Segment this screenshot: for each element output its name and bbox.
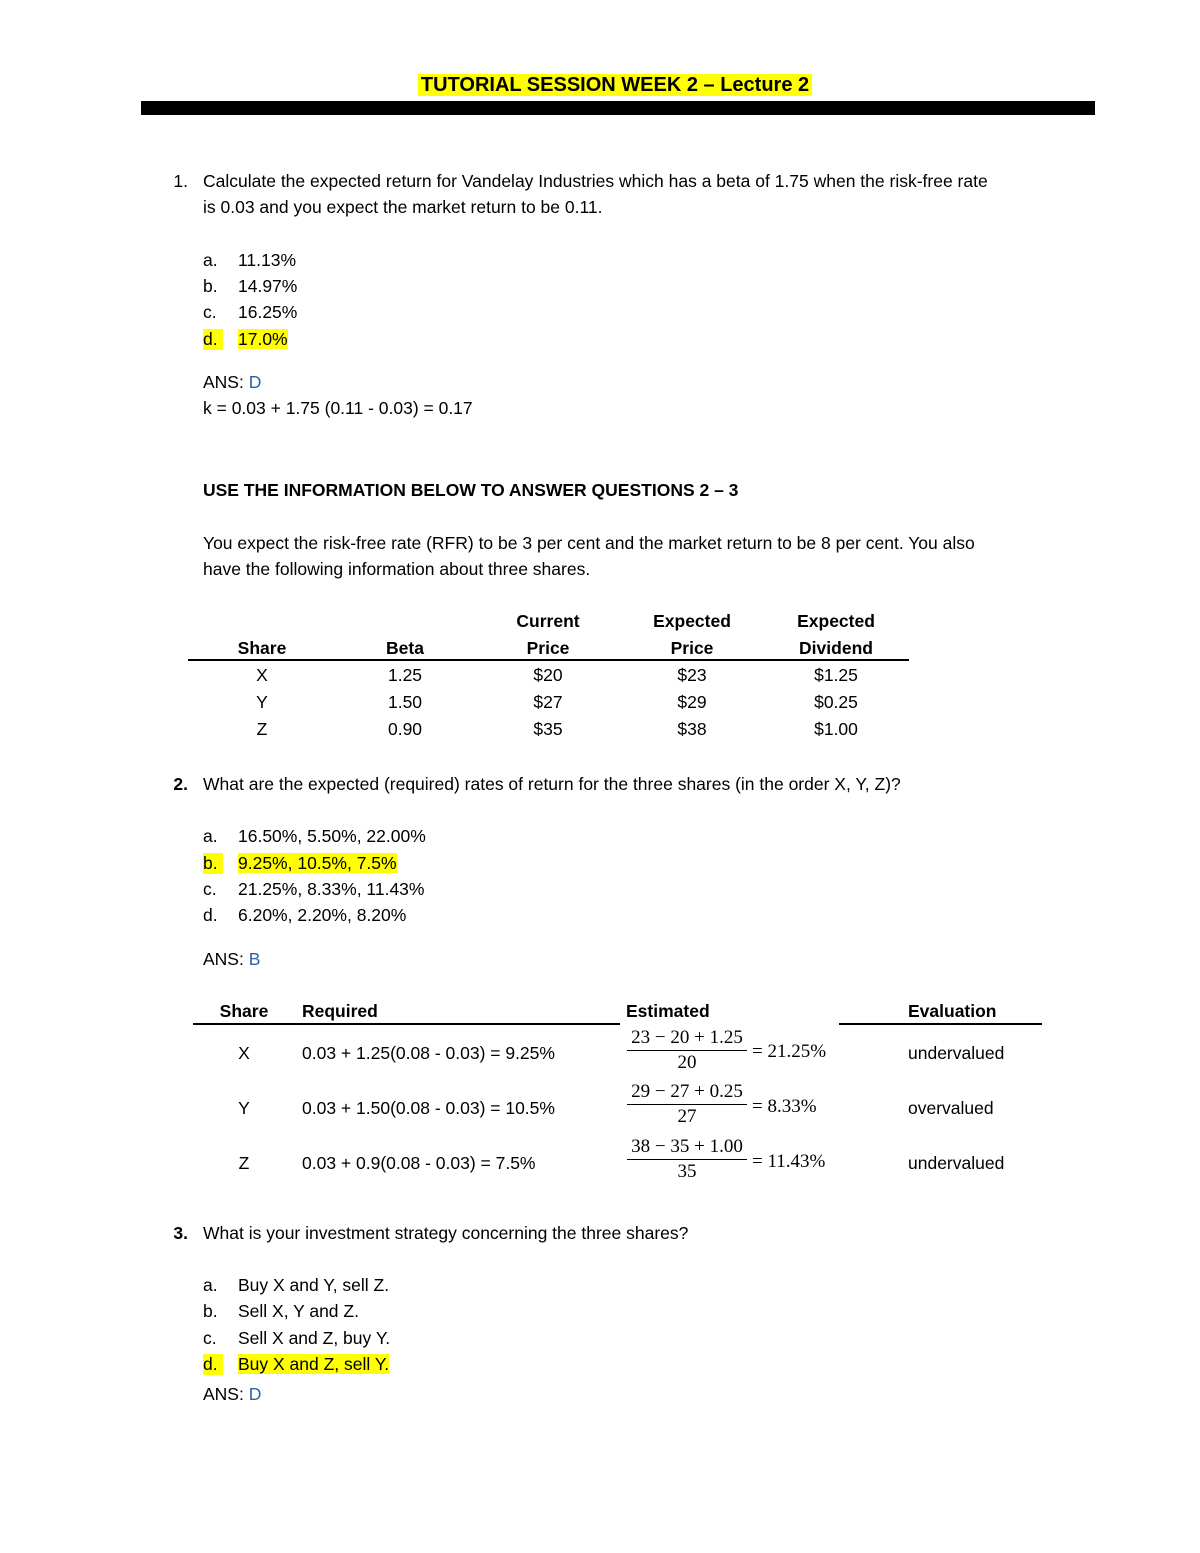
header-current-price: Price <box>526 638 570 658</box>
option-c: c. Sell X and Z, buy Y. <box>203 1328 391 1348</box>
estimated-formula: $\frac{29 - 27 + 0.25}{27}$ <box>627 1081 747 1128</box>
info-text-line: have the following information about three shares. <box>203 559 591 579</box>
question-text: What are the expected (required) rates of return for the three shares (in the order X, Y, Z)? <box>203 774 901 794</box>
header-required: Required <box>302 1001 378 1021</box>
answer-line: ANS: D <box>203 372 262 392</box>
option-b: b. Sell X, Y and Z. <box>203 1301 359 1321</box>
header-evaluation: Evaluation <box>908 1001 997 1021</box>
option-d-correct: d. 17.0% <box>203 329 288 349</box>
page-title: TUTORIAL SESSION WEEK 2 – Lecture 2 <box>0 74 1200 97</box>
header-beta: Beta <box>386 638 424 658</box>
title-divider <box>141 101 1095 115</box>
option-a: a. Buy X and Y, sell Z. <box>203 1275 390 1295</box>
answer-value: D <box>248 372 262 392</box>
header-expected-dividend: Expected <box>797 611 875 631</box>
option-c: c. 16.25% <box>203 302 298 322</box>
header-share: Share <box>237 638 287 658</box>
question-text-line: Calculate the expected return for Vandelay Industries which has a beta of 1.75 when the risk-free rate <box>203 171 988 191</box>
question-text-line: is 0.03 and you expect the market return to be 0.11. <box>203 197 603 217</box>
info-text-line: You expect the risk-free rate (RFR) to be 3 per cent and the market return to be 8 per cent. You also <box>203 533 975 553</box>
working-formula: k = 0.03 + 1.75 (0.11 - 0.03) = 0.17 <box>203 398 473 418</box>
question-text: What is your investment strategy concerning the three shares? <box>203 1223 689 1243</box>
answer-line: ANS: B <box>203 949 261 969</box>
header-estimated: Estimated <box>626 1001 710 1021</box>
option-d-correct: d. Buy X and Z, sell Y. <box>203 1354 390 1374</box>
header-dividend: Dividend <box>799 638 873 658</box>
option-a: a. 16.50%, 5.50%, 22.00% <box>203 826 426 846</box>
table-header-rule <box>839 1023 1042 1025</box>
evaluation-value: overvalued <box>908 1098 994 1118</box>
option-d: d. 6.20%, 2.20%, 8.20% <box>203 905 407 925</box>
option-a: a. 11.13% <box>203 250 297 270</box>
header-expected-price: Expected <box>653 611 731 631</box>
answer-value: B <box>248 949 261 969</box>
evaluation-value: undervalued <box>908 1153 1005 1173</box>
question-number: 2. <box>173 774 188 794</box>
header-current: Current <box>516 611 580 631</box>
header-expected-price-2: Price <box>670 638 714 658</box>
question-number: 3. <box>173 1223 188 1243</box>
option-c: c. 21.25%, 8.33%, 11.43% <box>203 879 425 899</box>
header-share: Share <box>219 1001 269 1021</box>
option-b: b. 14.97% <box>203 276 298 296</box>
table-header-rule <box>188 659 909 661</box>
option-b-correct: b. 9.25%, 10.5%, 7.5% <box>203 853 397 873</box>
answer-value: D <box>248 1384 262 1404</box>
estimated-formula: $\frac{23 - 20 + 1.25}{20}$ <box>627 1027 747 1074</box>
question-number: 1. <box>173 171 188 191</box>
estimated-formula: $\frac{38 - 35 + 1.00}{35}$ <box>627 1136 747 1183</box>
table-header-rule <box>193 1023 620 1025</box>
evaluation-value: undervalued <box>908 1043 1005 1063</box>
answer-line: ANS: D <box>203 1384 262 1404</box>
section-heading: USE THE INFORMATION BELOW TO ANSWER QUESTIONS 2 – 3 <box>203 480 739 500</box>
